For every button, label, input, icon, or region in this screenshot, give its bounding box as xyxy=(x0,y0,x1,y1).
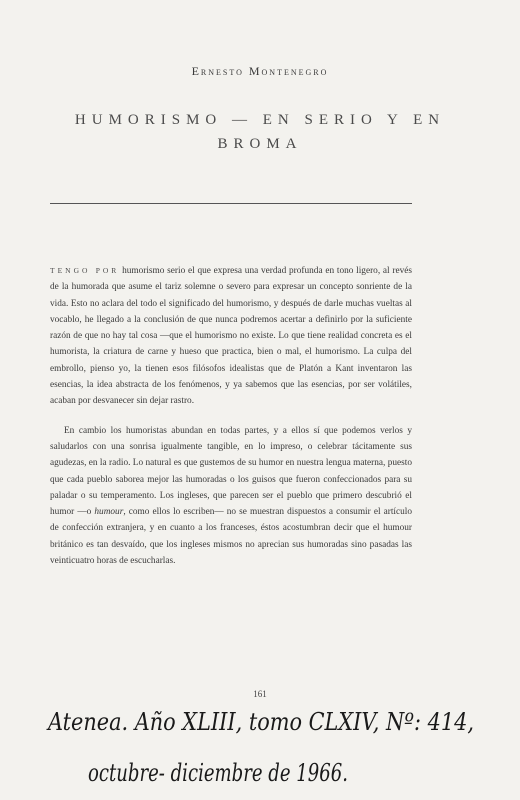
paragraph-1 xyxy=(50,263,412,410)
paragraph-2-text-a: En cambio los humoristas abundan en todas partes, y a ellos sí que podemos verlos y saludarlos con una sonrisa igualmente tangible, en lo impreso, o celebrar tácitamente sus agudezas, en la radio. Lo natural es que gustemos de su humor en nuestra lengua materna, puesto que cada pueblo saborea mejor las humoradas o los guisos que fueron confeccionados para su paladar o su temperamento. Los ingleses, que parecen ser el pueblo que primero descubrió el humor —o xyxy=(50,425,412,518)
paragraph-2-text-b: , como ellos lo escriben— no se muestran dispuestos a consumir el artículo de confección extranjera, y en cuanto a los franceses, éstos acostumbran decir que el humour británico es tan desvaído, que los ingleses mismos no aprecian sus humoradas sino pasadas las veinticuatro horas de escucharlas. xyxy=(50,507,413,567)
title-divider xyxy=(50,203,412,204)
annotation-line-1: Atenea. Año XLIII, tomo CLXIV, Nº: 414, xyxy=(46,708,475,736)
paragraph-1-text: humorismo serio el que expresa una verdad profunda en tono ligero, al revés de la humorada que asume el tariz solemne o severo para expresar un concepto sonriente de la vida. Esto no aclara del todo el significado del humorismo, y después de darle muchas vueltas al vocablo, he llegado a la conclusión de que nunca podremos acertar a definirlo por la suficiente razón de que no hay tal cosa —que el humorismo no existe. Lo que tiene realidad concreta es el humorista, la criatura de carne y hueso que practica, bien o mal, el humorismo. La culpa del embrollo, pienso yo, la tienen esos filósofos idealistas que de Platón a Kant inventaron las esencias, la idea abstracta de los fenómenos, y ya sabemos que las esencias, por ser volátiles, acaban por desvanecer sin dejar rastro. xyxy=(50,266,412,407)
paragraph-2 xyxy=(50,423,412,570)
paragraph-2-emphasis: humour xyxy=(94,507,124,518)
lead-words: TENGO POR xyxy=(50,266,120,275)
annotation-line-2: octubre- diciembre de 1966. xyxy=(88,759,348,787)
article-body xyxy=(50,263,412,569)
page-number: 161 xyxy=(253,689,267,699)
article-title: HUMORISMO — EN SERIO Y EN BROMA xyxy=(74,112,446,152)
author-name: Ernesto Montenegro xyxy=(191,64,329,78)
